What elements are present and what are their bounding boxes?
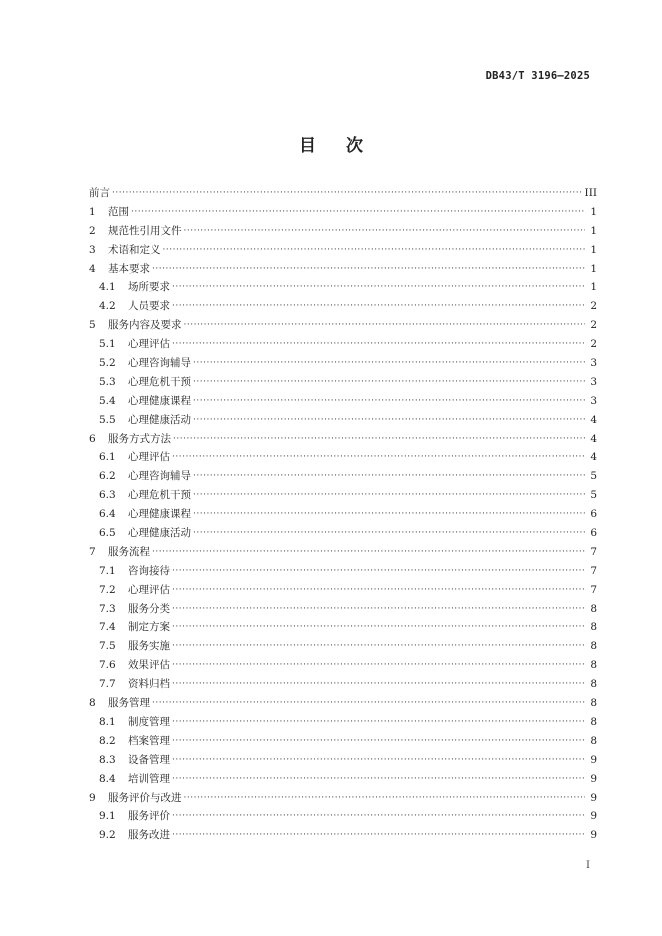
toc-entry-title: 服务实施 [128, 640, 170, 653]
toc-leader-dots [184, 222, 586, 241]
toc-entry[interactable] [89, 486, 597, 505]
toc-leader-dots [172, 581, 585, 600]
toc-entry-number: 8.3 [99, 753, 116, 766]
toc-entry[interactable] [89, 411, 597, 430]
toc-entry-number: 5.5 [99, 413, 116, 426]
toc-entry[interactable] [89, 618, 597, 637]
toc-entry[interactable] [89, 297, 597, 316]
toc-entry-title: 服务评价 [128, 810, 170, 823]
toc-entry-page: 1 [590, 262, 597, 275]
toc-entry-number: 7.5 [99, 640, 116, 653]
toc-entry-number: 6.4 [99, 508, 116, 521]
toc-leader-dots [172, 335, 585, 354]
toc-entry-number: 6.3 [99, 489, 116, 502]
toc-leader-dots [193, 524, 585, 543]
toc-entry-title: 场所要求 [128, 281, 170, 294]
toc-leader-dots [172, 618, 585, 637]
toc-entry-number: 6.1 [99, 451, 116, 464]
toc-entry[interactable] [89, 789, 597, 808]
toc-entry-page: 9 [590, 829, 597, 842]
toc-title-char-2: 次 [346, 136, 363, 156]
toc-entry-title: 服务方式方法 [108, 432, 171, 445]
toc-entry-page: 8 [590, 678, 597, 691]
toc-leader-dots [172, 297, 585, 316]
toc-entry[interactable] [89, 600, 597, 619]
toc-entry-page: 3 [590, 394, 597, 407]
toc-entry-page: 9 [590, 791, 597, 804]
toc-entry-page: 1 [590, 281, 597, 294]
toc-leader-dots [172, 637, 585, 656]
toc-entry[interactable] [89, 373, 597, 392]
toc-entry-title: 制定方案 [128, 621, 170, 634]
toc-leader-dots [172, 770, 585, 789]
toc-leader-dots [193, 354, 585, 373]
toc-leader-dots [173, 430, 585, 449]
toc-entry-title: 设备管理 [128, 753, 170, 766]
toc-entry-title: 心理咨询辅导 [128, 470, 191, 483]
toc-entry-number: 8 [89, 697, 96, 710]
toc-entry[interactable] [89, 675, 597, 694]
toc-entry-number: 8.4 [99, 772, 116, 785]
toc-leader-dots [152, 694, 585, 713]
toc-entry-number: 4 [89, 262, 96, 275]
toc-entry-title: 心理健康活动 [128, 527, 191, 540]
toc-entry-title: 心理评估 [128, 451, 170, 464]
toc-entry-number: 5.1 [99, 338, 116, 351]
toc-entry-title: 服务流程 [108, 545, 150, 558]
toc-entry-page: 8 [590, 734, 597, 747]
toc-leader-dots [172, 675, 585, 694]
toc-entry[interactable] [89, 278, 597, 297]
toc-leader-dots [172, 732, 585, 751]
toc-entry[interactable] [89, 316, 597, 335]
toc-entry-page: 5 [590, 489, 597, 502]
toc-entry-page: 7 [590, 545, 597, 558]
toc-entry[interactable] [89, 184, 597, 203]
toc-entry-page: 5 [590, 470, 597, 483]
toc-entry-title: 效果评估 [128, 659, 170, 672]
toc-leader-dots [172, 562, 585, 581]
toc-entry-page: 7 [590, 583, 597, 596]
toc-entry-number: 9.2 [99, 829, 116, 842]
toc-entry[interactable] [89, 713, 597, 732]
toc-leader-dots [172, 656, 585, 675]
toc-entry-number: 7.7 [99, 678, 116, 691]
toc-entry-number: 7.1 [99, 564, 116, 577]
toc-entry-title: 心理评估 [128, 338, 170, 351]
toc-entry[interactable] [89, 467, 597, 486]
toc-entry-number: 8.1 [99, 715, 116, 728]
toc-entry-page: 9 [590, 753, 597, 766]
document-code: DB43/T 3196—2025 [485, 70, 590, 82]
toc-entry-title: 心理危机干预 [128, 489, 191, 502]
toc-entry-number: 5.3 [99, 375, 116, 388]
toc-entry-number: 5.2 [99, 357, 116, 370]
toc-entry[interactable] [89, 354, 597, 373]
toc-entry-number: 1 [89, 205, 96, 218]
toc-entry-page: 8 [590, 659, 597, 672]
toc-entry-number: 7 [89, 545, 96, 558]
toc-entry[interactable] [89, 260, 597, 279]
toc-entry-title: 服务评价与改进 [108, 791, 182, 804]
toc-leader-dots [112, 184, 583, 203]
toc-entry-title: 档案管理 [128, 734, 170, 747]
toc-entry[interactable] [89, 335, 597, 354]
toc-entry-page: 6 [590, 527, 597, 540]
toc-entry-page: 4 [590, 432, 597, 445]
toc-entry-title: 基本要求 [108, 262, 150, 275]
toc-entry-page: 1 [590, 224, 597, 237]
toc-entry-page: 8 [590, 640, 597, 653]
toc-entry-number: 5.4 [99, 394, 116, 407]
toc-entry[interactable] [89, 203, 597, 222]
toc-leader-dots [172, 600, 585, 619]
toc-entry[interactable] [89, 430, 597, 449]
toc-entry-number: 7.2 [99, 583, 116, 596]
toc-leader-dots [193, 373, 585, 392]
toc-leader-dots [172, 713, 585, 732]
toc-entry-title: 心理危机干预 [128, 375, 191, 388]
toc-title [0, 131, 662, 156]
toc-entry-title: 规范性引用文件 [108, 224, 182, 237]
toc-entry-number: 7.4 [99, 621, 116, 634]
toc-leader-dots [131, 203, 585, 222]
toc-entry-page: 4 [590, 451, 597, 464]
toc-entry-title: 服务管理 [108, 697, 150, 710]
toc-entry-number: 8.2 [99, 734, 116, 747]
toc-leader-dots [193, 505, 585, 524]
toc-entry[interactable] [89, 448, 597, 467]
toc-leader-dots [184, 316, 586, 335]
toc-entry[interactable] [89, 637, 597, 656]
toc-entry-title: 服务内容及要求 [108, 319, 182, 332]
toc-entry-title: 服务改进 [128, 829, 170, 842]
toc-entry-page: 9 [590, 810, 597, 823]
toc-entry[interactable] [89, 222, 597, 241]
toc-entry-page: 8 [590, 697, 597, 710]
toc-leader-dots [172, 807, 585, 826]
toc-leader-dots [163, 241, 586, 260]
toc-entry-title: 范围 [108, 205, 129, 218]
toc-entry-page: 1 [590, 205, 597, 218]
toc-leader-dots [152, 260, 585, 279]
toc-entry-number: 4.1 [99, 281, 116, 294]
toc-entry-number: 7.3 [99, 602, 116, 615]
toc-entry[interactable] [89, 732, 597, 751]
toc-entry[interactable] [89, 770, 597, 789]
toc-leader-dots [172, 826, 585, 845]
toc-entry-page: 3 [590, 357, 597, 370]
toc-entry[interactable] [89, 751, 597, 770]
toc-entry-title: 培训管理 [128, 772, 170, 785]
toc-entry-title: 前言 [89, 187, 110, 199]
toc-entry-title: 心理评估 [128, 583, 170, 596]
toc-entry-page: 6 [590, 508, 597, 521]
toc-leader-dots [172, 448, 585, 467]
toc-entry-page: 3 [590, 375, 597, 388]
toc-entry[interactable] [89, 807, 597, 826]
toc-entry-title: 心理咨询辅导 [128, 357, 191, 370]
toc-entry-number: 5 [89, 319, 96, 332]
toc-entry-title: 心理健康活动 [128, 413, 191, 426]
toc-entry-page: 2 [590, 338, 597, 351]
toc-entry-page: 1 [590, 243, 597, 256]
toc-entry[interactable] [89, 826, 597, 845]
toc-leader-dots [193, 467, 585, 486]
toc-entry-title: 咨询接待 [128, 564, 170, 577]
toc-entry-number: 3 [89, 243, 96, 256]
toc-entry-page: 2 [590, 300, 597, 313]
page-number: I [586, 860, 590, 871]
toc-entry-number: 9 [89, 791, 96, 804]
toc-entry[interactable] [89, 241, 597, 260]
toc-entry[interactable] [89, 581, 597, 600]
toc-entry-title: 制度管理 [128, 715, 170, 728]
toc-entry[interactable] [89, 505, 597, 524]
toc-entry[interactable] [89, 392, 597, 411]
toc-list [89, 184, 597, 845]
toc-entry-title: 资料归档 [128, 678, 170, 691]
toc-entry[interactable] [89, 543, 597, 562]
toc-entry[interactable] [89, 562, 597, 581]
toc-entry[interactable] [89, 694, 597, 713]
toc-entry-page: 2 [590, 319, 597, 332]
toc-entry-number: 7.6 [99, 659, 116, 672]
toc-entry-number: 4.2 [99, 300, 116, 313]
toc-entry-number: 9.1 [99, 810, 116, 823]
toc-entry-page: 8 [590, 602, 597, 615]
toc-leader-dots [193, 392, 585, 411]
toc-entry-title: 心理健康课程 [128, 394, 191, 407]
toc-entry-page: 7 [590, 564, 597, 577]
toc-leader-dots [193, 411, 585, 430]
toc-entry-page: 8 [590, 715, 597, 728]
toc-entry-number: 2 [89, 224, 96, 237]
toc-leader-dots [152, 543, 585, 562]
toc-entry-page: 4 [590, 413, 597, 426]
toc-leader-dots [193, 486, 585, 505]
toc-leader-dots [172, 751, 585, 770]
toc-entry-page: III [584, 187, 597, 199]
toc-entry-page: 9 [590, 772, 597, 785]
toc-entry-number: 6 [89, 432, 96, 445]
toc-entry-page: 8 [590, 621, 597, 634]
toc-leader-dots [172, 278, 585, 297]
toc-title-char-1: 目 [299, 136, 316, 156]
toc-leader-dots [184, 789, 586, 808]
toc-entry-title: 服务分类 [128, 602, 170, 615]
toc-entry-number: 6.2 [99, 470, 116, 483]
toc-entry-title: 人员要求 [128, 300, 170, 313]
toc-entry[interactable] [89, 656, 597, 675]
toc-entry-number: 6.5 [99, 527, 116, 540]
toc-entry-title: 心理健康课程 [128, 508, 191, 521]
toc-entry-title: 术语和定义 [108, 243, 161, 256]
toc-entry[interactable] [89, 524, 597, 543]
